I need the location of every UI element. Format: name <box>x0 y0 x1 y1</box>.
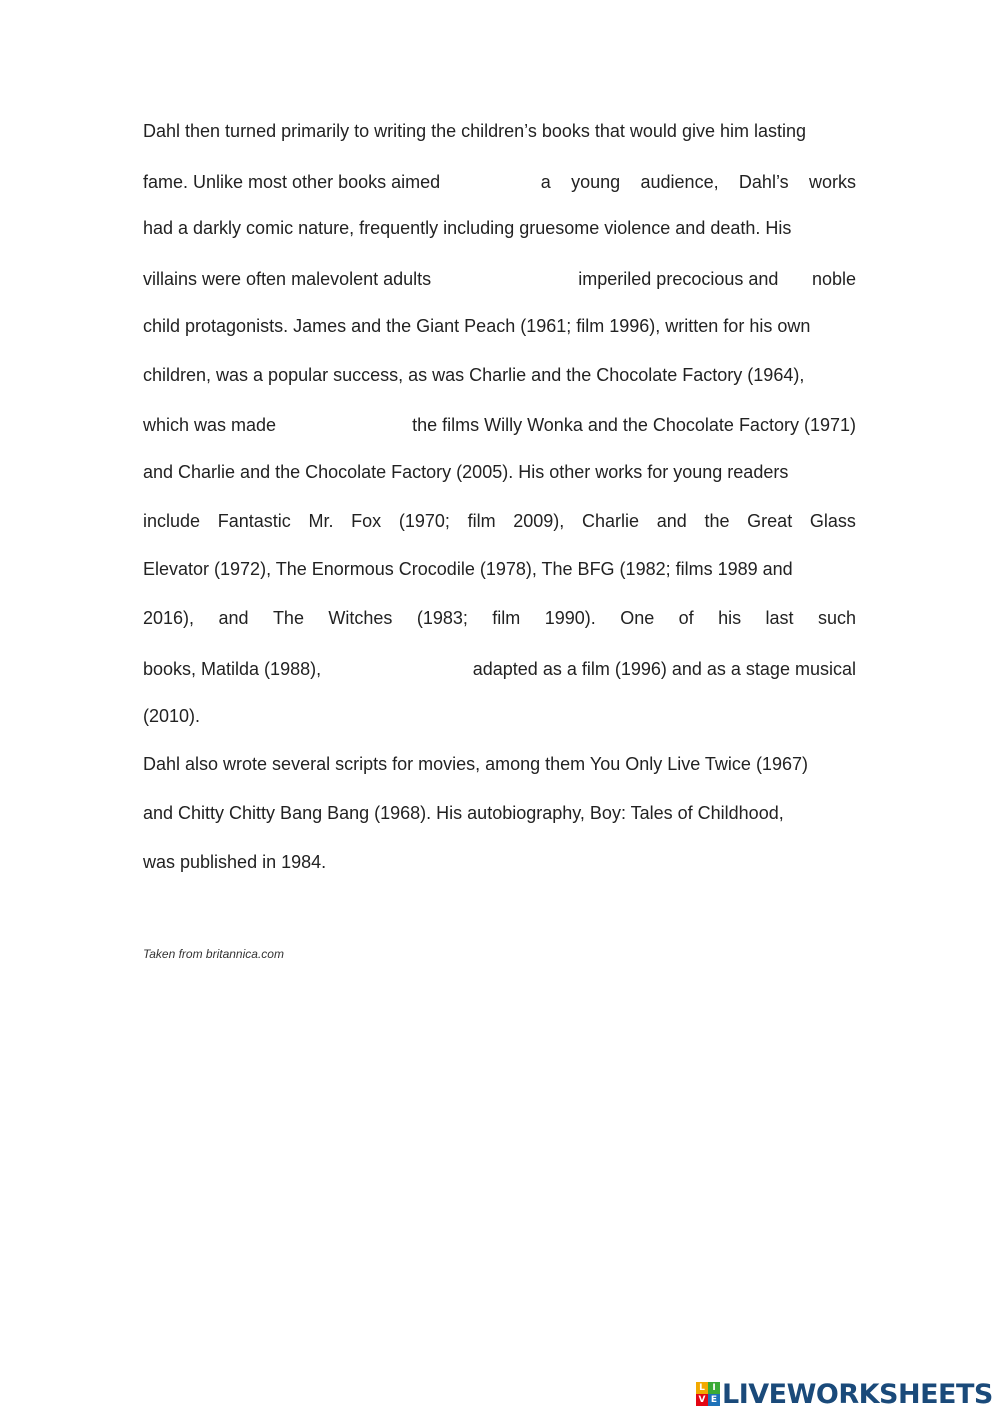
passage-text: include <box>143 511 201 531</box>
passage-text: (1970; <box>398 511 450 531</box>
answer-blank[interactable] <box>460 168 520 188</box>
source-credit: Taken from britannica.com <box>143 947 284 961</box>
passage-text: film <box>492 608 521 628</box>
passage-text: had a darkly comic nature, frequently including gruesome violence and death. His <box>143 218 792 238</box>
logo-letter: I <box>708 1382 720 1394</box>
passage-text: imperiled precocious and <box>578 269 779 289</box>
passage-text: One <box>620 608 655 628</box>
passage-text: children, was a popular success, as was Charlie and the Chocolate Factory (1964), <box>143 365 805 385</box>
passage-line <box>143 119 856 143</box>
passage-text: Charlie <box>582 511 640 531</box>
passage-text: which was made <box>143 415 277 435</box>
passage-line <box>143 655 856 681</box>
passage-text: his <box>718 608 742 628</box>
passage-text: such <box>817 608 856 628</box>
passage-text: Elevator (1972), The Enormous Crocodile (1978), The BFG (1982; films 1989 and <box>143 559 793 579</box>
passage-text: the <box>704 511 730 531</box>
passage-text: Dahl’s <box>738 172 789 192</box>
answer-blank[interactable] <box>465 265 545 285</box>
passage-text: Dahl then turned primarily to writing the children’s books that would give him lasting <box>143 121 807 141</box>
passage-text: young <box>571 172 621 192</box>
answer-blank[interactable] <box>357 655 437 675</box>
passage-line <box>143 704 856 728</box>
passage-line <box>143 606 856 630</box>
passage-line <box>143 265 856 291</box>
passage-text: Dahl also wrote several scripts for movies, among them You Only Live Twice (1967) <box>143 754 808 774</box>
passage-text: a <box>540 172 551 192</box>
passage-text: and <box>218 608 249 628</box>
passage-line <box>143 850 856 874</box>
passage-text: and Charlie and the Chocolate Factory (2005). His other works for young readers <box>143 462 789 482</box>
passage-text: and <box>656 511 687 531</box>
passage-line <box>143 557 856 581</box>
passage-text: 1990). <box>544 608 596 628</box>
passage-text: villains were often malevolent adults <box>143 269 432 289</box>
passage-text: Fantastic <box>217 511 291 531</box>
passage-line <box>143 168 856 194</box>
passage-text: (1983; <box>416 608 468 628</box>
passage-line <box>143 411 856 437</box>
passage-text: was published in 1984. <box>143 852 327 872</box>
passage-text: (2010). <box>143 706 201 726</box>
passage-text: Great <box>747 511 793 531</box>
passage-text: audience, <box>640 172 719 192</box>
passage-text: Mr. <box>308 511 334 531</box>
passage-text: and Chitty Chitty Bang Bang (1968). His autobiography, Boy: Tales of Childhood, <box>143 803 784 823</box>
passage-text: noble <box>811 269 856 289</box>
liveworksheets-icon <box>696 1382 720 1406</box>
passage-text: the films Willy Wonka and the Chocolate Factory (1971) <box>412 415 856 435</box>
liveworksheets-logo[interactable] <box>696 1378 993 1410</box>
passage-line <box>143 314 856 338</box>
passage-text: Fox <box>351 511 382 531</box>
passage-text: film <box>467 511 496 531</box>
passage-text: 2009), <box>513 511 565 531</box>
passage-text: The <box>272 608 304 628</box>
passage-text: adapted as a film (1996) and as a stage musical <box>472 659 856 679</box>
passage-line <box>143 752 856 776</box>
passage-text: Glass <box>809 511 856 531</box>
passage-line <box>143 801 856 825</box>
passage-line <box>143 509 856 533</box>
passage-text: Witches <box>328 608 393 628</box>
passage-line <box>143 216 856 240</box>
passage-text: fame. Unlike most other books aimed <box>143 172 441 192</box>
passage-text: child protagonists. James and the Giant Peach (1961; film 1996), written for his own <box>143 316 811 336</box>
logo-letter: L <box>696 1382 708 1394</box>
passage-text: works <box>808 172 856 192</box>
passage-text: 2016), <box>143 608 195 628</box>
passage-text: last <box>765 608 794 628</box>
passage-text: books, Matilda (1988), <box>143 659 322 679</box>
logo-letter: E <box>708 1394 720 1406</box>
passage-line <box>143 363 856 387</box>
passage-text: of <box>678 608 694 628</box>
logo-letter: V <box>696 1394 708 1406</box>
passage-line <box>143 460 856 484</box>
answer-blank[interactable] <box>304 411 384 431</box>
brand-name: LIVEWORKSHEETS <box>722 1378 993 1410</box>
